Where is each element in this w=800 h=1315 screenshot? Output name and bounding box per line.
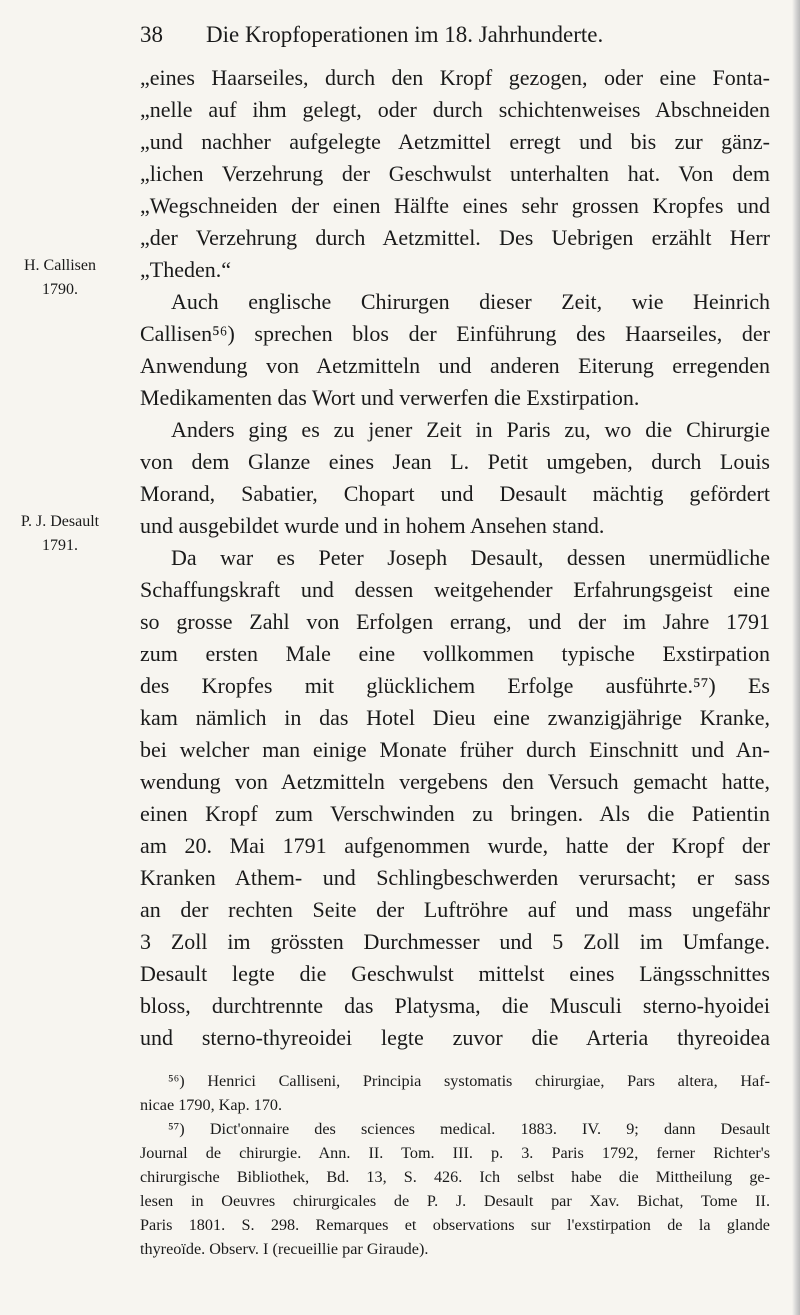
body-line: Anwendung von Aetzmitteln und anderen Eiterung erregenden — [140, 353, 770, 378]
page-number: 38 — [140, 22, 163, 47]
body-line: bloss, durchtrennte das Platysma, die Musculi sterno-hyoidei — [140, 993, 770, 1018]
margin-note-name: P. J. Desault — [20, 513, 100, 530]
body-line: zum ersten Male eine vollkommen typische Exstirpation — [140, 641, 770, 666]
body-line: „Theden.“ — [140, 257, 231, 282]
body-line: und sterno-thyreoidei legte zuvor die Arteria thyreoidea — [140, 1025, 770, 1050]
footnote-line: lesen in Oeuvres chirurgicales de P. J. Desault par Xav. Bichat, Tome II. — [140, 1192, 770, 1210]
body-line: „eines Haarseiles, durch den Kropf gezogen, oder eine Fonta- — [140, 65, 770, 90]
body-line: kam nämlich in das Hotel Dieu eine zwanzigjährige Kranke, — [140, 705, 770, 730]
footnote-line: ⁵⁶) Henrici Calliseni, Principia systomatis chirurgiae, Pars altera, Haf- — [168, 1072, 770, 1090]
body-line: wendung von Aetzmitteln vergebens den Versuch gemacht hatte, — [140, 769, 770, 794]
body-line: am 20. Mai 1791 aufgenommen wurde, hatte der Kropf der — [140, 833, 770, 858]
body-line: Da war es Peter Joseph Desault, dessen unermüdliche — [171, 545, 770, 570]
body-line: Schaffungskraft und dessen weitgehender Erfahrungsgeist eine — [140, 577, 770, 602]
body-line: bei welcher man einige Monate früher durch Einschnitt und An- — [140, 737, 770, 762]
footnote-line: Paris 1801. S. 298. Remarques et observations sur l'exstirpation de la glande — [140, 1216, 770, 1234]
footnote-line: chirurgische Bibliothek, Bd. 13, S. 426. Ich selbst habe die Mittheilung ge- — [140, 1168, 770, 1186]
body-line: „und nachher aufgelegte Aetzmittel erregt und bis zur gänz- — [140, 129, 770, 154]
body-line: des Kropfes mit glücklichem Erfolge ausführte.⁵⁷) Es — [140, 673, 770, 698]
body-line: an der rechten Seite der Luftröhre auf und mass ungefähr — [140, 897, 770, 922]
footnote-line: ⁵⁷) Dict'onnaire des sciences medical. 1883. IV. 9; dann Desault — [168, 1120, 770, 1138]
body-line: Medikamenten das Wort und verwerfen die Exstirpation. — [140, 385, 640, 410]
body-line: Kranken Athem- und Schlingbeschwerden verursacht; er sass — [140, 865, 770, 890]
body-line: so grosse Zahl von Erfolgen errang, und der im Jahre 1791 — [140, 609, 770, 634]
margin-note-year: 1791. — [42, 537, 78, 554]
margin-note-desault — [0, 510, 120, 558]
page-edge-shadow — [792, 0, 800, 1315]
body-line: „lichen Verzehrung der Geschwulst unterhalten hat. Von dem — [140, 161, 770, 186]
body-line: Morand, Sabatier, Chopart und Desault mächtig gefördert — [140, 481, 770, 506]
footnote-line: nicae 1790, Kap. 170. — [140, 1096, 283, 1114]
body-line: „nelle auf ihm gelegt, oder durch schichtenweises Abschneiden — [140, 97, 770, 122]
margin-note-callisen — [0, 254, 120, 302]
running-title: Die Kropfoperationen im 18. Jahrhunderte. — [206, 22, 604, 47]
body-line: und ausgebildet wurde und in hohem Ansehen stand. — [140, 513, 605, 538]
footnote-line: Journal de chirurgie. Ann. II. Tom. III. p. 3. Paris 1792, ferner Richter's — [140, 1144, 770, 1162]
body-line: Callisen⁵⁶) sprechen blos der Einführung des Haarseiles, der — [140, 321, 770, 346]
footnote-line: thyreoïde. Observ. I (recueillie par Giraude). — [140, 1240, 429, 1258]
body-line: Desault legte die Geschwulst mittelst eines Längsschnittes — [140, 961, 770, 986]
margin-note-year: 1790. — [42, 281, 78, 298]
body-line: Auch englische Chirurgen dieser Zeit, wie Heinrich — [171, 289, 770, 314]
body-line: „Wegschneiden der einen Hälfte eines sehr grossen Kropfes und — [140, 193, 770, 218]
margin-note-name: H. Callisen — [24, 257, 96, 274]
body-line: Anders ging es zu jener Zeit in Paris zu, wo die Chirurgie — [171, 417, 770, 442]
body-line: einen Kropf zum Verschwinden zu bringen. Als die Patientin — [140, 801, 770, 826]
body-line: „der Verzehrung durch Aetzmittel. Des Uebrigen erzählt Herr — [140, 225, 770, 250]
body-line: 3 Zoll im grössten Durchmesser und 5 Zoll im Umfange. — [140, 929, 770, 954]
body-line: von dem Glanze eines Jean L. Petit umgeben, durch Louis — [140, 449, 770, 474]
